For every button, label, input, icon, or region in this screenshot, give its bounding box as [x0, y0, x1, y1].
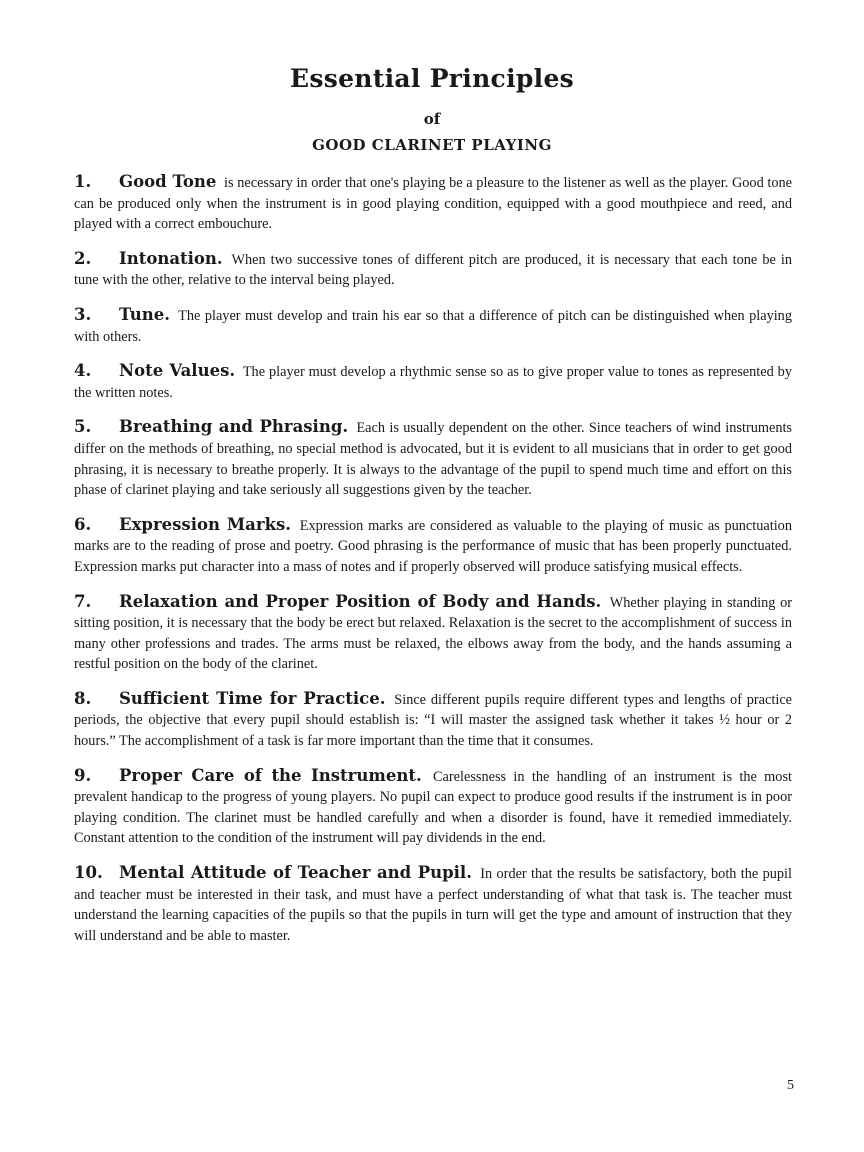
principle-heading: Good Tone [119, 172, 217, 191]
principle-10 [74, 863, 792, 946]
principle-number: 2. [74, 248, 92, 268]
principle-text: The player must develop a rhythmic sense so as to give proper value to tones as represented by the written notes. [74, 364, 792, 401]
principle-text: The player must develop and train his ear so that a difference of pitch can be distinguished when playing with others. [74, 307, 792, 345]
principle-number: 6. [74, 514, 92, 534]
principle-heading: Relaxation and Proper Position of Body and Hands. [119, 591, 602, 611]
principle-text: When two successive tones of different pitch are produced, it is necessary that each tone be in tune with the other, relative to the interval being played. [74, 251, 792, 289]
principle-7 [74, 592, 792, 675]
principle-heading: Tune. [119, 304, 170, 324]
principle-text: is necessary in order that one's playing be a pleasure to the listener as well as the player. Good tone can be produced only when the instrument is in good playing condition, equipped with a good mouthpiece and reed, and played with a correct embouchure. [74, 175, 792, 233]
page-number: 5 [787, 1078, 794, 1093]
principle-9 [74, 766, 792, 849]
page-title: Essential Principles [289, 64, 575, 93]
principle-heading: Breathing and Phrasing. [119, 417, 349, 437]
principle-number: 9. [74, 765, 92, 785]
principle-text: Each is usually dependent on the other. Since teachers of wind instruments differ on the methods of breathing, no special method is advocated, but it is evident to all musicians that in order to get good phrasing, it is necessary to breathe properly. It is always to the advantage of the pupil to spend much time and effort on this phase of clarinet playing and take seriously all suggestions given by the teacher. [74, 420, 792, 499]
principle-number: 8. [74, 688, 92, 708]
principle-4 [74, 361, 792, 403]
principle-heading: Mental Attitude of Teacher and Pupil. [119, 863, 472, 883]
principle-text: Whether playing in standing or sitting position, it is necessary that the body be erect but relaxed. Relaxation is the secret to the accomplishment of success in many other professions and trades. The arms must be relaxed, the elbows away from the body, and the hands assuming a restful position on the body of the clarinet. [74, 594, 792, 673]
principle-8 [74, 689, 792, 752]
principle-heading: Expression Marks. [119, 514, 292, 534]
principle-number: 7. [74, 591, 92, 611]
principle-2 [74, 249, 792, 291]
principle-text: Expression marks are considered as valuable to the playing of music as punctuation marks are to the reading of prose and poetry. Good phrasing is the performance of music that has been properly punctuated. Expression marks put character into a mass of notes and if properly observed will produce satisfying musical effects. [74, 517, 792, 575]
principles-list [74, 172, 792, 960]
title-connector: of [423, 110, 441, 128]
principle-number: 4. [74, 361, 92, 381]
principle-text: In order that the results be satisfactory, both the pupil and teacher must be interested in their task, and must have a perfect understanding of what that task is. The teacher must understand the learning capacities of the pupils so that the pupils in turn will get the type and amount of instruction that they will understand and be able to master. [74, 866, 792, 944]
principle-text: Since different pupils require different types and lengths of practice periods, the objective that every pupil should establish is: “I will master the assigned task whether it takes ½ hour or 2 hours.” The accomplishment of a task is far more important than the time that it consumes. [74, 691, 793, 750]
principle-number: 10. [74, 863, 103, 883]
principle-6 [74, 515, 792, 578]
principle-heading: Proper Care of the Instrument. [119, 765, 422, 785]
principle-heading: Sufficient Time for Practice. [119, 688, 386, 708]
principle-1 [74, 172, 792, 235]
principle-3 [74, 305, 792, 347]
principle-text: Carelessness in the handling of an instrument is the most prevalent handicap to the progress of young players. No pupil can expect to produce good results if the instrument is in poor playing condition. The clarinet must be handled carefully and when a disorder is found, have it remedied immediately. Constant attention to the condition of the instrument will pay dividends in the end. [74, 768, 792, 847]
principle-5 [74, 417, 792, 500]
principle-heading: Note Values. [119, 361, 236, 381]
principle-number: 1. [74, 172, 92, 191]
principle-number: 3. [74, 304, 92, 324]
page-subtitle: GOOD CLARINET PLAYING [312, 136, 552, 154]
principle-number: 5. [74, 417, 92, 437]
principle-heading: Intonation. [119, 248, 223, 268]
